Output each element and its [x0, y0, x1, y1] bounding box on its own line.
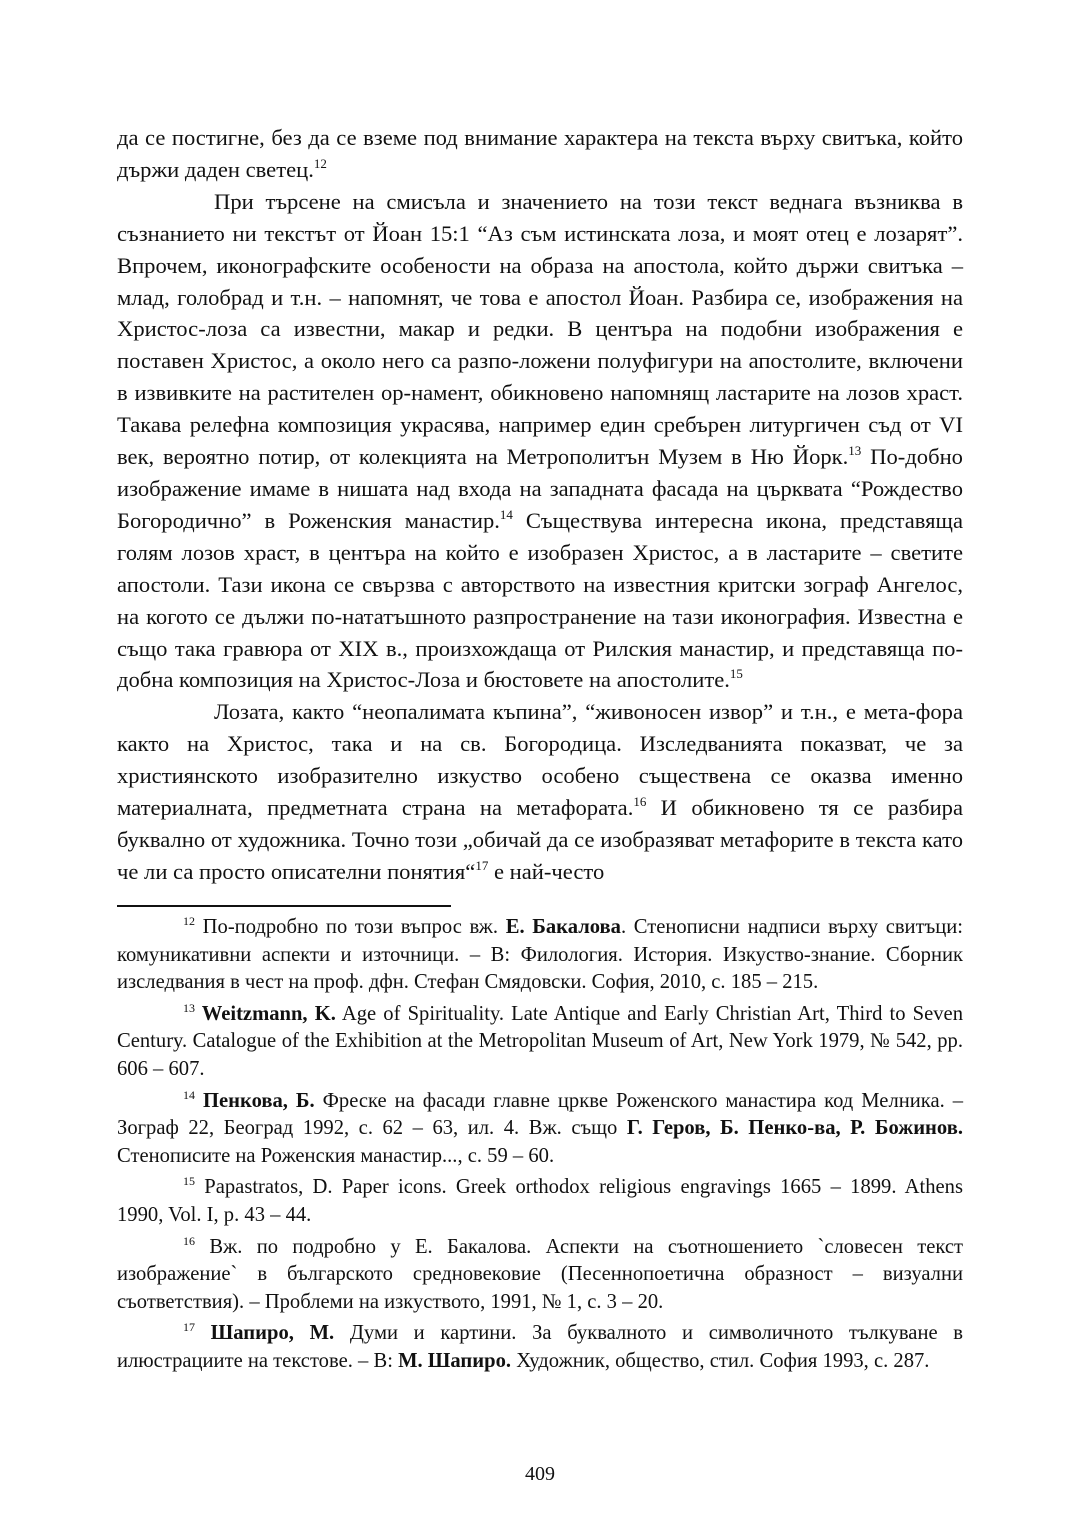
footnote-author: Г. Геров, Б. Пенко-ва, Р. Божинов.: [626, 1117, 963, 1140]
footnote-author: Пенкова, Б.: [195, 1089, 315, 1112]
paragraph-text: е най-често: [488, 858, 605, 884]
paragraph-3: [117, 696, 963, 887]
footnote-13: [117, 1001, 963, 1084]
footnote-author: Weitzmann, K.: [195, 1002, 336, 1025]
paragraph-text: да се постигне, без да се вземе под внимание характера на текста върху свитъка, който държи даден светец.: [117, 125, 963, 182]
footnote-text: Papastratos, D. Paper icons. Greek orthodox religious engravings 1665 – 1899. Athens 1990, Vol. I, p. 43 – 44.: [117, 1176, 963, 1226]
footnote-15: [117, 1174, 963, 1229]
footnote-text: Стенописите на Роженския манастир..., с. 59 – 60.: [117, 1144, 555, 1167]
footnote-text: . Стенописни надписи върху свитъци: комуникативни аспекти и източници. – В: Филология. История. Изкуство-знание. Сборник изследвания в чест на проф. дфн. Стефан Смядовски. София, 2010, с. 185 – 215.: [117, 916, 963, 994]
page-number: 409: [525, 1463, 555, 1485]
paragraph-1: [117, 122, 963, 186]
footnotes: [117, 914, 963, 1380]
main-text: [117, 122, 963, 888]
footnote-number: 14: [183, 1087, 195, 1102]
footnote-text: Думи и картини. За буквалното и символичното тълкуване в илюстрациите на текстове. – В:: [117, 1322, 963, 1372]
footnote-ref[interactable]: 15: [729, 666, 743, 682]
footnote-number: 17: [183, 1320, 195, 1335]
footnote-text: Вж. по подробно у Е. Бакалова. Аспекти на съотношението `словесен текст изображение` в българското средновековие (Песеннопоетична образност – визуални съответствия). – Проблеми на изкуството, 1991, № 1, с. 3 – 20.: [117, 1235, 963, 1313]
footnote-author: Е. Бакалова: [505, 916, 621, 938]
footnote-14: [117, 1088, 963, 1171]
paragraph-text: И обикновено тя се разбира буквално от художника. Точно този „обичай да се изобразяват метафорите в текста като че ли са просто описателни понятия“: [117, 795, 963, 884]
footnote-text: По-подробно по този въпрос вж.: [195, 916, 506, 938]
footnote-ref[interactable]: 17: [475, 857, 489, 873]
paragraph-text: При търсене на смисъла и значението на този текст веднага възниква в съзнанието ни текстът от Йоан 15:1 “Аз съм истинската лоза, и моят отец е лозарят”. Впрочем, иконографските особености на образа на апостола, който държи свитъка – млад, голобрад и т.н. – напомнят, че това е апостол Йоан. Разбира се, изображения на Христос-лоза са известни, макар и редки. В центъра на подобни изображения е поставен Христос, а около него са разпо-ложени полуфигури на апостолите, включени в извивките на растителен ор-намент, обикновено напомнящ ластарите на лозов храст. Такава релефна композиция украсява, например един сребърен литургичен съд от VI век, вероятно потир, от колекцията на Метрополитън Музем в Ню Йорк.: [117, 188, 963, 470]
footnote-12: [117, 914, 963, 997]
footnote-number: 13: [183, 1000, 195, 1015]
footnote-ref[interactable]: 16: [633, 794, 647, 810]
footnote-number: 15: [183, 1174, 195, 1189]
footnote-author: Шапиро, М.: [195, 1322, 335, 1345]
footnote-text: Фреске на фасади главне цркве Роженского манастира код Мелника. – Зограф 22, Београд 1992, с. 62 – 63, ил. 4. Вж. също: [117, 1089, 964, 1140]
paragraph-2: [117, 186, 963, 697]
footnote-separator: [117, 905, 451, 907]
footnote-ref[interactable]: 13: [848, 443, 862, 459]
footnote-author: М. Шапиро.: [398, 1349, 512, 1372]
paragraph-text: По-добно изображение имаме в нишата над входа на западната фасада на църквата “Рождество Богородично” в Роженския манастир.: [117, 444, 963, 533]
footnote-ref[interactable]: 14: [499, 506, 513, 522]
footnote-text: Художник, общество, стил. София 1993, с. 287.: [511, 1349, 930, 1372]
footnote-17: [117, 1320, 963, 1375]
paragraph-text: Лозата, както “неопалимата къпина”, “живоносен извор” и т.н., е мета-фора както на Христос, така и на св. Богородица. Изследванията показват, че за християнското изобразително изкуство особено съществена се оказва именно материалната, предметната страна на метафората.: [117, 699, 963, 821]
footnote-16: [117, 1234, 963, 1317]
footnote-number: 16: [183, 1233, 195, 1248]
footnote-text: Age of Spirituality. Late Antique and Early Christian Art, Third to Seven Century. Catalogue of the Exhibition at the Metropolitan Museum of Art, New York 1979, № 542, pp. 606 – 607.: [117, 1002, 963, 1080]
footnote-number: 12: [183, 914, 195, 928]
paragraph-text: Съществува интересна икона, представяща голям лозов храст, в центъра на който е изобразен Христос, а в ластарите – светите апостоли. Тази икона се свързва с авторството на известния критски зограф Ангелос, на когото се дължи по-нататъшното разпространение на тази иконография. Известна е също така гравюра от XIX в., произхождаща от Рилския манастир, и представяща по-добна композиция на Христос-Лоза и бюстовете на апостолите.: [117, 507, 963, 693]
footnote-ref[interactable]: 12: [313, 155, 327, 171]
